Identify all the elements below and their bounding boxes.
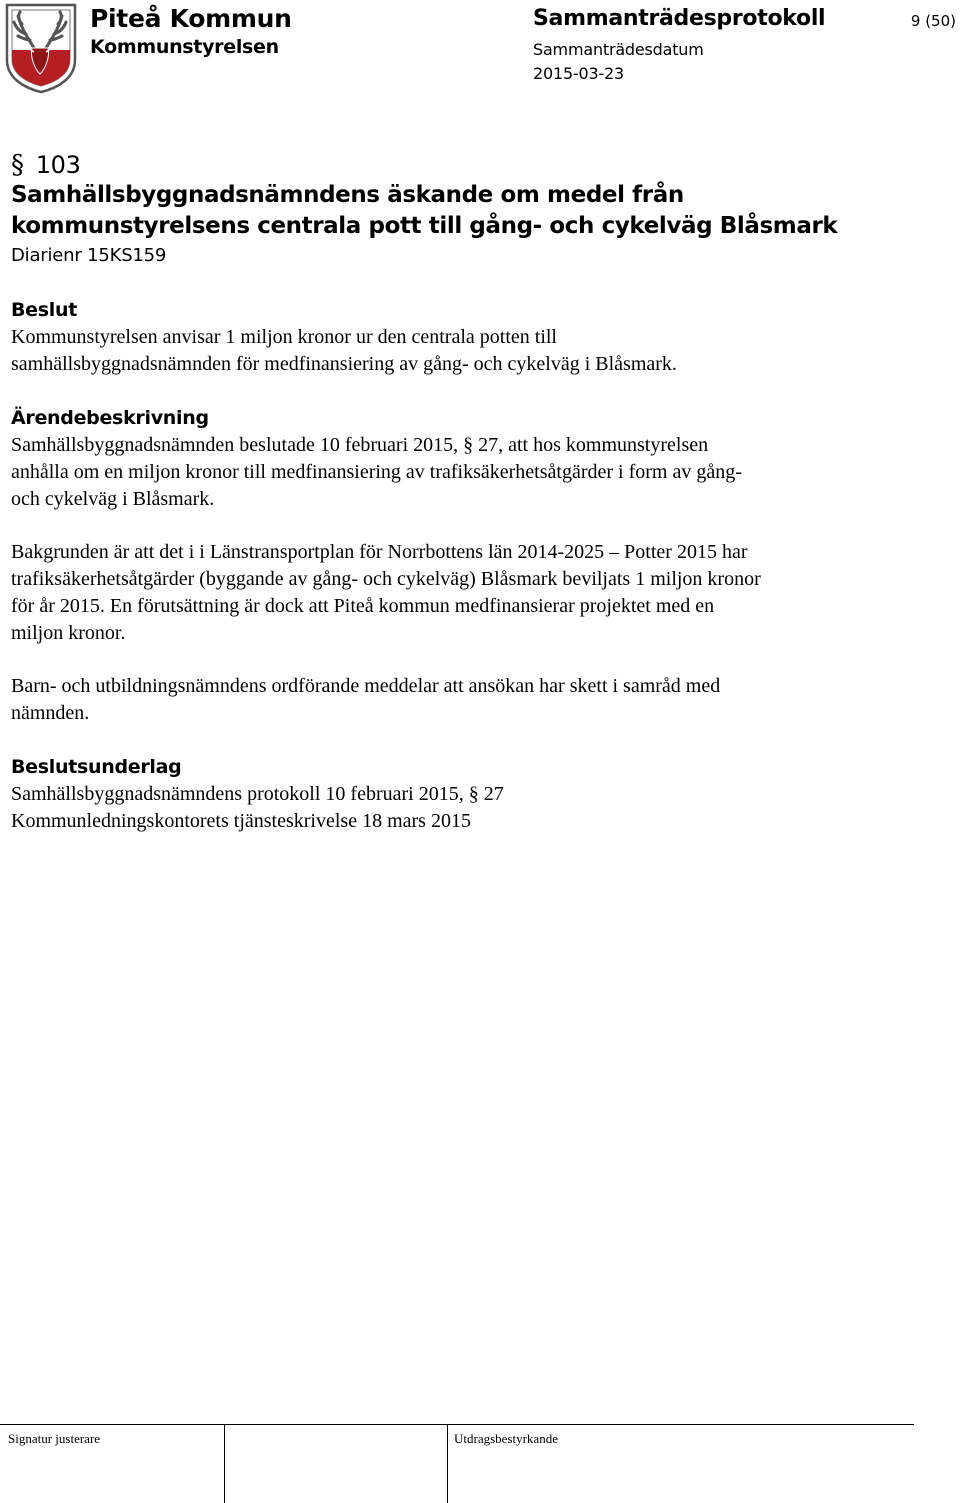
text-line: Kommunledningskontorets tjänsteskrivelse 18 mars 2015 (11, 810, 471, 832)
text-line: Samhällsbyggnadsnämndens protokoll 10 februari 2015, § 27 (11, 783, 504, 805)
protocol-item (11, 150, 901, 835)
decision-basis-list (11, 781, 901, 835)
text-line: anhålla om en miljon kronor till medfinansiering av trafiksäkerhetsåtgärder i form av gång- (11, 461, 742, 483)
registration-number: Diarienr 15KS159 (11, 245, 167, 266)
case-description-paragraph (11, 432, 901, 513)
page-number: 9 (50) (910, 12, 956, 30)
text-line: Kommunstyrelsen anvisar 1 miljon kronor ur den centrala potten till (11, 326, 557, 348)
meeting-date: 2015-03-23 (533, 64, 624, 83)
reindeer-crest-icon (4, 2, 78, 94)
text-line: Bakgrunden är att det i i Länstransportplan för Norrbottens län 2014-2025 – Potter 2015 har (11, 541, 748, 563)
paragraph-number-line (11, 150, 901, 180)
signature-footer (0, 1424, 914, 1503)
certification-label: Utdragsbestyrkande (454, 1431, 558, 1446)
section-heading-beslut: Beslut (11, 299, 77, 321)
paragraph-number: 103 (35, 151, 81, 179)
organization-name: Piteå Kommun (90, 4, 292, 33)
background-paragraph (11, 539, 901, 647)
signature-label: Signatur justerare (8, 1431, 101, 1446)
item-title-line: kommunstyrelsens centrala pott till gång- och cykelväg Blåsmark (11, 213, 838, 239)
chair-statement-paragraph (11, 673, 901, 727)
meeting-date-label: Sammanträdesdatum (533, 40, 704, 59)
municipal-crest (4, 2, 78, 94)
footer-rule (0, 1424, 914, 1425)
text-line: samhällsbyggnadsnämnden för medfinansiering av gång- och cykelväg i Blåsmark. (11, 353, 677, 375)
text-line: trafiksäkerhetsåtgärder (byggande av gång- och cykelväg) Blåsmark beviljats 1 miljon kronor (11, 568, 761, 590)
item-title (11, 180, 901, 242)
text-line: Barn- och utbildningsnämndens ordförande meddelar att ansökan har skett i samråd med (11, 675, 721, 697)
section-heading-arendebeskrivning: Ärendebeskrivning (11, 407, 209, 429)
text-line: nämnden. (11, 702, 90, 724)
footer-divider (447, 1424, 448, 1503)
section-heading-beslutsunderlag: Beslutsunderlag (11, 756, 182, 778)
text-line: och cykelväg i Blåsmark. (11, 488, 215, 510)
item-title-line: Samhällsbyggnadsnämndens äskande om medel från (11, 182, 684, 208)
decision-text (11, 324, 901, 378)
document-type: Sammanträdesprotokoll (533, 6, 826, 31)
footer-divider (224, 1424, 225, 1503)
section-symbol: § (11, 150, 24, 180)
text-line: miljon kronor. (11, 622, 126, 644)
text-line: för år 2015. En förutsättning är dock att Piteå kommun medfinansierar projektet med en (11, 595, 715, 617)
text-line: Samhällsbyggnadsnämnden beslutade 10 februari 2015, § 27, att hos kommunstyrelsen (11, 434, 709, 456)
organization-board: Kommunstyrelsen (90, 36, 279, 58)
